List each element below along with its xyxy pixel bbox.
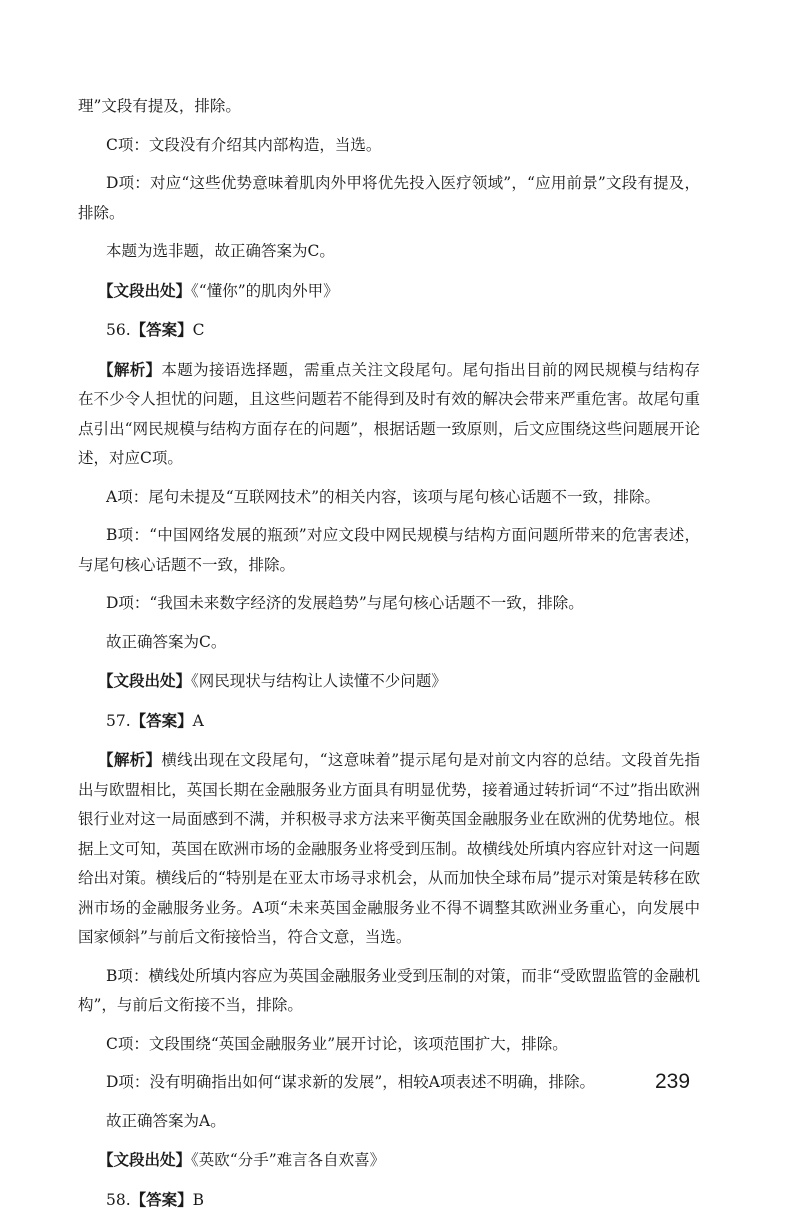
analysis-label: 【解析】 [98,359,162,379]
paragraph [78,1107,700,1137]
source-label: 【文段出处】 [98,1150,192,1169]
paragraph-text: C项：文段没有介绍其内部构造，当选。 [106,135,382,154]
analysis-paragraph [78,355,700,474]
answer-value: C [192,321,205,339]
source-title: 《英欧“分手”难言各自欢喜》 [191,1151,386,1169]
paragraph-text: B项：横线处所填内容应为英国金融服务业受到压制的对策，而非“受欧盟监管的金融机构”，与前后文衔接不当，排除。 [78,966,700,1014]
paragraph-text: 本题为选非题，故正确答案为C。 [106,242,335,260]
paragraph [78,1030,700,1060]
paragraph [78,589,700,619]
source-label: 【文段出处】 [98,671,192,690]
answer-label: 【答案】 [130,1189,193,1209]
source-title: 《网民现状与结构让人读懂不少问题》 [191,672,447,690]
answer-label: 【答案】 [130,710,193,730]
paragraph [78,169,700,228]
paragraph [78,237,700,267]
paragraph-text: 故正确答案为A。 [106,1111,226,1130]
question-number: 58. [106,1190,131,1209]
paragraph-text: D项：“我国未来数字经济的发展趋势”与尾句核心话题不一致，排除。 [106,594,584,612]
page-number: 239 [655,1070,691,1093]
answer-value: B [192,1190,205,1209]
analysis-text: 横线出现在文段尾句，“这意味着”提示尾句是对前文内容的总结。文段首先指出与欧盟相比，英国长期在金融服务业方面具有明显优势，接着通过转折词“不过”指出欧洲银行业对这一局面感到不满，并积极寻求方法来平衡英国金融服务业在欧洲的优势地位。根据上文可知，英国在欧洲市场的金融服务业将受到压制。故横线处所填内容应针对这一问题给出对策。横线后的“特别是在亚太市场寻求机会，从而加快全球布局”提示对策是转移在欧洲市场的金融服务业务。A项“未来英国金融服务业不得不调整其欧洲业务重心，向发展中国家倾斜”与前后文衔接恰当，符合文意，当选。 [78,751,700,946]
question-number: 56. [106,321,131,339]
question-number: 57. [106,711,131,730]
paragraph-text: B项：“中国网络发展的瓶颈”对应文段中网民规模与结构方面问题所带来的危害表述，与尾句核心话题不一致，排除。 [78,526,700,574]
paragraph-text: A项：尾句未提及“互联网技术”的相关内容，该项与尾句核心话题不一致，排除。 [106,487,661,506]
answer-line [78,706,700,737]
paragraph-text: D项：没有明确指出如何“谋求新的发展”，相较A项表述不明确，排除。 [106,1073,595,1091]
paragraph [78,962,700,1021]
paragraph-text: 理”文段有提及，排除。 [78,97,241,115]
paragraph [78,92,700,122]
answer-label: 【答案】 [130,320,193,339]
answer-line [78,315,700,346]
analysis-label: 【解析】 [98,750,162,769]
page-content [78,92,700,1224]
paragraph [78,628,700,658]
source-title: 《“懂你”的肌肉外甲》 [191,281,339,300]
paragraph [78,483,700,513]
paragraph [78,1068,700,1098]
answer-value: A [192,711,204,730]
answer-line [78,1185,700,1216]
analysis-text: 本题为接语选择题，需重点关注文段尾句。尾句指出目前的网民规模与结构存在不少令人担忧的问题，且这些问题若不能得到及时有效的解决会带来严重危害。故尾句重点引出“网民规模与结构方面存在的问题”，根据话题一致原则，后文应围绕这些问题展开论述，对应C项。 [78,360,700,467]
analysis-paragraph [78,745,700,953]
paragraph-text: D项：对应“这些优势意味着肌肉外甲将优先投入医疗领域”，“应用前景”文段有提及，排除。 [78,174,700,222]
source-line [78,276,700,307]
paragraph [78,131,700,161]
source-line [78,666,700,697]
source-label: 【文段出处】 [98,280,192,300]
paragraph-text: C项：文段围绕“英国金融服务业”展开讨论，该项范围扩大，排除。 [106,1034,568,1053]
paragraph [78,521,700,580]
source-line [78,1145,700,1176]
paragraph-text: 故正确答案为C。 [106,632,227,651]
